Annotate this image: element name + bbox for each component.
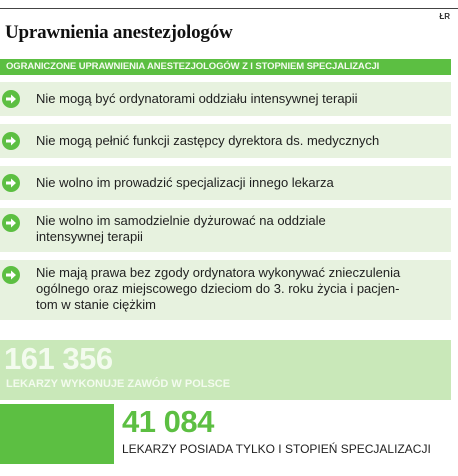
stat-label: LEKARZY WYKONUJE ZAWÓD W POLSCE (6, 378, 231, 390)
arrow-right-icon (2, 174, 20, 192)
list-item (0, 260, 451, 320)
text-line: Nie mogą być ordynatorami oddziału intensywnej terapii (36, 91, 358, 106)
text-line: Nie wolno im samodzielnie dyżurować na oddziale (36, 213, 326, 228)
top-rule (0, 8, 458, 9)
text-line: ogólnego oraz miejscowego dzieciom do 3. roku życia i pacjen- (36, 281, 400, 296)
arrow-right-icon (2, 214, 20, 232)
arrow-right-icon (2, 90, 20, 108)
arrow-right-icon (2, 132, 20, 150)
text-line: intensywnej terapii (36, 229, 143, 244)
list-item-text (36, 133, 443, 149)
text-line: Nie mogą pełnić funkcji zastępcy dyrektora ds. medycznych (36, 133, 380, 148)
arrow-right-icon (2, 266, 20, 284)
list-item (0, 124, 451, 158)
text-line: Nie wolno im prowadzić specjalizacji innego lekarza (36, 175, 334, 190)
stat-value: 41 084 (122, 404, 214, 439)
page-title: Uprawnienia anestezjologów (5, 22, 233, 43)
text-line: tom w stanie ciężkim (36, 297, 156, 312)
list-item-text (36, 91, 443, 107)
list-item-text (36, 213, 443, 245)
stat-color-block (0, 404, 114, 464)
section-banner: OGRANICZONE UPRAWNIENIA ANESTEZJOLOGÓW Z I STOPNIEM SPECJALIZACJI (0, 59, 451, 75)
stat-total-doctors (0, 340, 451, 400)
list-item (0, 166, 451, 200)
stat-label: LEKARZY POSIADA TYLKO I STOPIEŃ SPECJALIZACJI (122, 442, 431, 456)
list-item (0, 208, 451, 252)
list-item (0, 82, 451, 116)
list-item-text (36, 265, 443, 313)
text-line: Nie mają prawa bez zgody ordynatora wykonywać znieczulenia (36, 265, 401, 280)
list-item-text (36, 175, 443, 191)
stat-value: 161 356 (4, 341, 113, 376)
author-credit: ŁR (439, 12, 450, 21)
